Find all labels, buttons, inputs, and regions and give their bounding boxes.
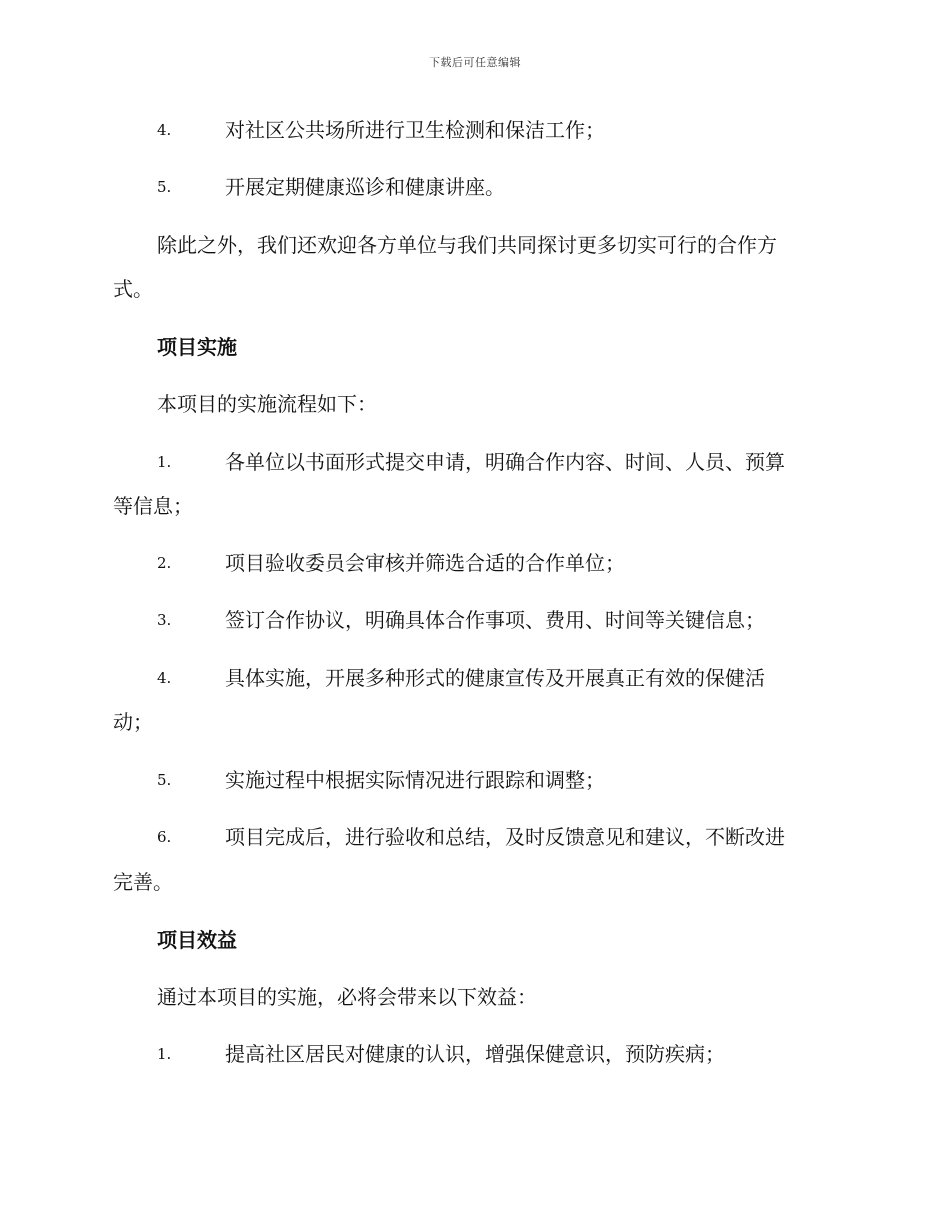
paragraph-line: 除此之外，我们还欢迎各方单位与我们共同探讨更多切实可行的合作方	[157, 233, 777, 257]
list-number: 4.	[157, 669, 172, 687]
list-item-text: 实施过程中根据实际情况进行跟踪和调整；	[225, 768, 605, 792]
paragraph-line: 通过本项目的实施，必将会带来以下效益：	[157, 985, 537, 1009]
list-number: 6.	[157, 828, 172, 846]
list-number: 4.	[157, 121, 172, 139]
paragraph-line: 本项目的实施流程如下：	[157, 392, 377, 416]
list-item-text: 项目完成后，进行验收和总结，及时反馈意见和建议，不断改进	[225, 825, 785, 849]
list-item-text: 各单位以书面形式提交申请，明确合作内容、时间、人员、预算	[225, 450, 785, 474]
list-item-continuation: 动；	[113, 710, 153, 734]
list-number: 1.	[157, 1045, 172, 1063]
list-item-text: 签订合作协议，明确具体合作事项、费用、时间等关键信息；	[225, 608, 765, 632]
section-heading: 项目实施	[157, 335, 237, 359]
list-item-text: 开展定期健康巡诊和健康讲座。	[225, 175, 505, 199]
section-heading: 项目效益	[157, 928, 237, 952]
list-item-text: 对社区公共场所进行卫生检测和保洁工作；	[225, 118, 605, 142]
paragraph-line: 式。	[113, 277, 153, 301]
list-item-continuation: 等信息；	[113, 494, 193, 518]
list-item-text: 项目验收委员会审核并筛选合适的合作单位；	[225, 551, 625, 575]
list-number: 3.	[157, 611, 172, 629]
list-number: 5.	[157, 771, 172, 789]
list-item-text: 具体实施，开展多种形式的健康宣传及开展真正有效的保健活	[225, 666, 765, 690]
list-number: 1.	[157, 453, 172, 471]
list-item-continuation: 完善。	[113, 870, 173, 894]
list-number: 2.	[157, 554, 172, 572]
list-item-text: 提高社区居民对健康的认识，增强保健意识，预防疾病；	[225, 1042, 725, 1066]
list-number: 5.	[157, 178, 172, 196]
page-header: 下载后可任意编辑	[429, 56, 521, 69]
